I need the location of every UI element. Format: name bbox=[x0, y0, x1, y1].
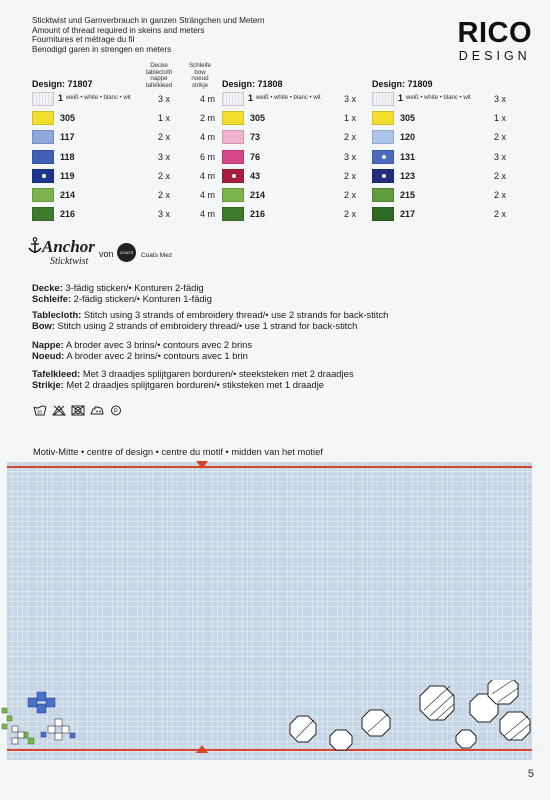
skein-quantity: 2 x bbox=[158, 132, 171, 143]
instruction-label: Tafelkleed: bbox=[32, 368, 81, 379]
thread-code: 131 bbox=[400, 151, 416, 162]
thread-row bbox=[222, 169, 364, 183]
skein-quantity: 3 x bbox=[158, 151, 171, 162]
svg-text:30: 30 bbox=[37, 409, 43, 415]
iron-icon bbox=[90, 403, 104, 414]
thread-color-swatch bbox=[372, 169, 394, 183]
thread-color-swatch bbox=[222, 111, 244, 125]
coats-badge-icon: COATS bbox=[117, 243, 136, 262]
thread-color-swatch bbox=[32, 111, 54, 125]
thread-color-swatch bbox=[372, 92, 394, 106]
instruction-label: Nappe: bbox=[32, 339, 64, 350]
instruction-text: Stitch using 3 strands of embroidery thread/• use 2 strands for back-stitch bbox=[81, 309, 389, 320]
thread-color-swatch bbox=[222, 188, 244, 202]
care-symbols bbox=[33, 403, 123, 414]
thread-color-swatch bbox=[222, 207, 244, 221]
thread-row bbox=[32, 207, 230, 221]
thread-code: 1 bbox=[248, 93, 254, 103]
thread-color-swatch bbox=[32, 169, 54, 183]
skein-quantity: 2 x bbox=[494, 190, 507, 200]
instruction-line bbox=[32, 339, 472, 350]
thread-code: 217 bbox=[400, 209, 416, 220]
thread-color-swatch bbox=[32, 92, 54, 106]
header-line-nl: Benodigd garen in strengen en meters bbox=[32, 44, 172, 54]
meter-quantity: 4 m bbox=[200, 190, 216, 200]
thread-row bbox=[372, 111, 514, 125]
skein-quantity: 2 x bbox=[158, 170, 171, 181]
skein-quantity: 3 x bbox=[158, 209, 171, 220]
thread-color-description: weiß • white • blanc • wit bbox=[256, 95, 321, 101]
instruction-text: 3-fädig sticken/• Konturen 2-fädig bbox=[62, 282, 204, 293]
thread-code: 216 bbox=[60, 209, 76, 220]
instruction-text: 2-fädig sticken/• Konturen 1-fädig bbox=[71, 293, 212, 304]
thread-code: 215 bbox=[400, 190, 416, 200]
thread-row bbox=[372, 169, 514, 183]
skein-quantity: 1 x bbox=[344, 113, 357, 124]
column-header-schleife: Schleife bow noeud strikje bbox=[188, 62, 211, 89]
meter-quantity: 4 m bbox=[200, 170, 216, 181]
thread-row bbox=[372, 188, 514, 202]
anchor-brand-sub: Sticktwist bbox=[50, 256, 89, 267]
anchor-brand-name: Anchor bbox=[42, 237, 95, 256]
thread-code: 43 bbox=[250, 170, 261, 181]
thread-row bbox=[32, 188, 230, 202]
thread-color-swatch bbox=[222, 150, 244, 164]
thread-code: 119 bbox=[60, 170, 75, 181]
thread-row bbox=[372, 130, 514, 144]
thread-row bbox=[32, 111, 230, 125]
thread-code: 305 bbox=[400, 113, 416, 124]
design-title: Design: 71807 bbox=[32, 79, 93, 89]
thread-code: 1 bbox=[58, 93, 64, 103]
thread-color-swatch bbox=[372, 150, 394, 164]
instruction-line bbox=[32, 282, 472, 293]
symbol-dot-icon bbox=[382, 155, 386, 159]
skein-quantity: 2 x bbox=[344, 190, 357, 200]
motif-centre-caption: Motiv-Mitte • centre of design • centre du motif • midden van het motief bbox=[33, 447, 323, 457]
rico-design-logo bbox=[458, 18, 533, 64]
skein-quantity: 3 x bbox=[344, 94, 357, 104]
top-centre-line bbox=[7, 466, 532, 468]
wash-30-icon bbox=[33, 403, 47, 414]
skein-quantity: 3 x bbox=[494, 151, 507, 162]
symbol-dot-icon bbox=[382, 174, 386, 178]
skein-quantity: 2 x bbox=[494, 132, 507, 143]
thread-code: 214 bbox=[250, 190, 266, 200]
thread-row bbox=[32, 92, 230, 106]
skein-quantity: 2 x bbox=[494, 209, 507, 220]
instruction-text: A broder avec 3 brins/• contours avec 2 brins bbox=[63, 339, 253, 350]
instruction-line bbox=[32, 293, 472, 304]
thread-row bbox=[32, 150, 230, 164]
header-line-fr: Fournitures et métrage du fil bbox=[32, 35, 135, 45]
thread-color-description: weiß • white • blanc • wit bbox=[66, 95, 131, 101]
thread-color-swatch bbox=[372, 188, 394, 202]
instruction-text: Met 3 draadjes splijtgaren borduren/• steeksteken met 2 draadjes bbox=[80, 368, 354, 379]
thread-code: 214 bbox=[60, 190, 76, 200]
thread-code: 73 bbox=[250, 132, 261, 143]
thread-color-swatch bbox=[32, 150, 54, 164]
meter-quantity: 4 m bbox=[200, 209, 216, 220]
skein-quantity: 2 x bbox=[494, 170, 507, 181]
thread-row bbox=[372, 150, 514, 164]
header-line-en: Amount of thread required in skeins and meters bbox=[32, 25, 205, 35]
design-title: Design: 71809 bbox=[372, 79, 433, 89]
thread-row bbox=[372, 207, 514, 221]
skein-quantity: 2 x bbox=[344, 170, 357, 181]
top-centre-marker-icon bbox=[196, 461, 208, 469]
page-number: 5 bbox=[527, 768, 534, 780]
instruction-text: Stitch using 2 strands of embroidery thread/• use 1 strand for back-stitch bbox=[54, 320, 358, 331]
thread-color-swatch bbox=[222, 92, 244, 106]
symbol-dot-icon bbox=[42, 174, 46, 178]
skein-quantity: 3 x bbox=[158, 94, 171, 104]
thread-color-swatch bbox=[372, 207, 394, 221]
brand-name: RICO bbox=[457, 17, 532, 49]
thread-row bbox=[222, 188, 364, 202]
thread-requirements-header bbox=[32, 16, 392, 54]
thread-row bbox=[222, 207, 364, 221]
thread-row bbox=[222, 150, 364, 164]
thread-code: 216 bbox=[250, 209, 266, 220]
no-tumble-dry-icon bbox=[71, 403, 85, 414]
instruction-line bbox=[32, 320, 472, 331]
design-title: Design: 71808 bbox=[222, 79, 283, 89]
instruction-line bbox=[32, 368, 472, 379]
meter-quantity: 6 m bbox=[200, 151, 216, 162]
thread-color-swatch bbox=[372, 130, 394, 144]
skein-quantity: 2 x bbox=[158, 190, 171, 200]
thread-code: 123 bbox=[400, 170, 416, 181]
header-line-de: Sticktwist und Garnverbrauch in ganzen Strängchen und Metern bbox=[32, 16, 265, 25]
skein-quantity: 2 x bbox=[344, 209, 357, 220]
thread-row bbox=[372, 92, 514, 106]
thread-color-swatch bbox=[222, 169, 244, 183]
column-header-decke: Decke tablecloth nappe tafelkleed bbox=[145, 62, 173, 89]
instruction-line bbox=[32, 379, 472, 390]
skein-quantity: 3 x bbox=[344, 151, 357, 162]
thread-color-swatch bbox=[32, 207, 54, 221]
instruction-label: Decke: bbox=[32, 282, 63, 293]
von-label: von bbox=[99, 249, 114, 259]
thread-color-swatch bbox=[372, 111, 394, 125]
thread-code: 1 bbox=[398, 93, 404, 103]
thread-color-description: weiß • white • blanc • wit bbox=[406, 95, 471, 101]
thread-row bbox=[222, 111, 364, 125]
thread-row bbox=[222, 130, 364, 144]
meter-quantity: 4 m bbox=[200, 94, 216, 104]
instruction-label: Noeud: bbox=[32, 350, 65, 361]
thread-code: 305 bbox=[60, 113, 76, 124]
thread-code: 76 bbox=[250, 151, 261, 162]
meter-quantity: 2 m bbox=[200, 113, 216, 124]
thread-color-swatch bbox=[32, 188, 54, 202]
skein-quantity: 2 x bbox=[344, 132, 357, 143]
instruction-label: Bow: bbox=[32, 320, 55, 331]
thread-row bbox=[32, 169, 230, 183]
svg-text:P: P bbox=[113, 409, 118, 415]
anchor-icon bbox=[28, 237, 42, 255]
skein-quantity: 3 x bbox=[494, 94, 507, 104]
instruction-label: Tablecloth: bbox=[32, 309, 82, 320]
dry-clean-p-icon bbox=[109, 403, 123, 414]
coats-mez-label: Coats Mez bbox=[141, 252, 173, 259]
instruction-text: A broder avec 2 brins/• contours avec 1 brin bbox=[64, 350, 248, 361]
thread-row bbox=[222, 92, 364, 106]
symbol-dot-icon bbox=[232, 174, 236, 178]
instruction-label: Strikje: bbox=[32, 379, 64, 390]
thread-code: 305 bbox=[250, 113, 266, 124]
skein-quantity: 1 x bbox=[494, 113, 507, 124]
thread-code: 117 bbox=[60, 132, 75, 143]
skein-quantity: 1 x bbox=[158, 113, 171, 124]
meter-quantity: 4 m bbox=[200, 132, 216, 143]
thread-code: 120 bbox=[400, 132, 416, 143]
thread-row bbox=[32, 130, 230, 144]
no-bleach-icon bbox=[52, 403, 66, 414]
brand-sub: DESIGN bbox=[458, 49, 531, 63]
instruction-label: Schleife: bbox=[32, 293, 72, 304]
thread-color-swatch bbox=[32, 130, 54, 144]
instruction-line bbox=[32, 350, 472, 361]
instruction-line bbox=[32, 309, 472, 320]
thread-color-swatch bbox=[222, 130, 244, 144]
instruction-text: Met 2 draadjes splijtgaren borduren/• stiksteken met 1 draadje bbox=[63, 379, 324, 390]
stitch-motif-preview bbox=[0, 680, 545, 760]
thread-code: 118 bbox=[60, 151, 75, 162]
